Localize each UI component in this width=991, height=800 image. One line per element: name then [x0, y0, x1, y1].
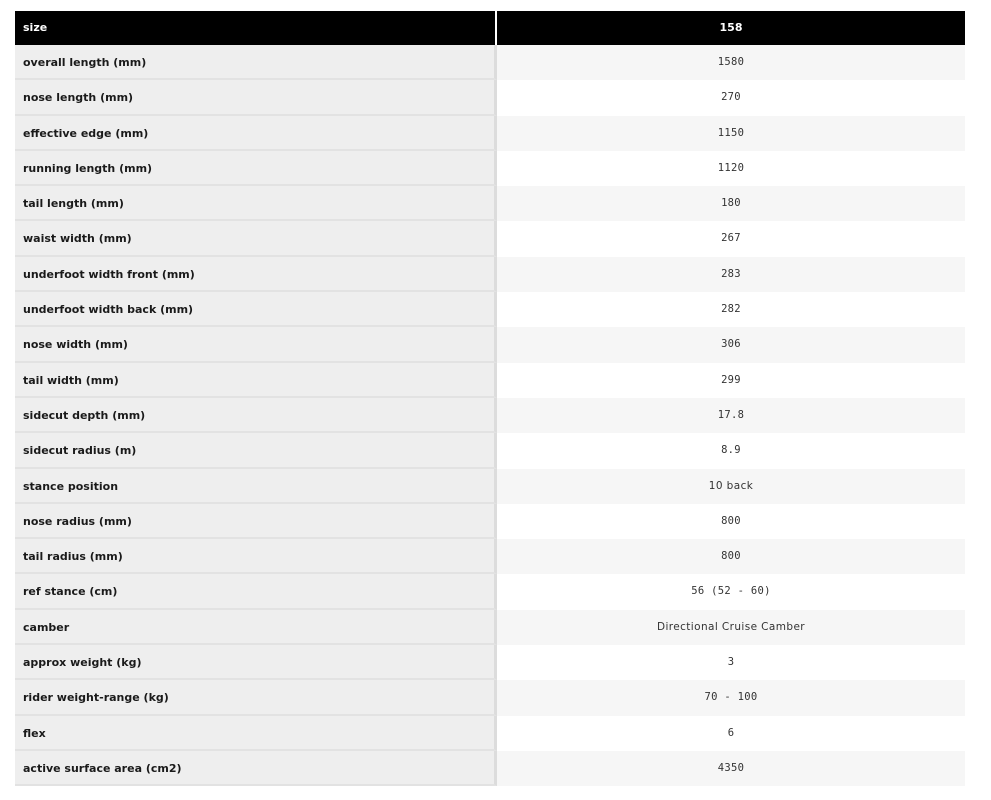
- table-row: [15, 716, 965, 751]
- row-label: nose width (mm): [15, 327, 497, 362]
- row-value: 270: [497, 80, 965, 115]
- row-label: nose length (mm): [15, 80, 497, 115]
- table-row: [15, 504, 965, 539]
- row-value: 267: [497, 221, 965, 256]
- row-value: 800: [497, 539, 965, 574]
- row-value: 3: [497, 645, 965, 680]
- row-value: 283: [497, 257, 965, 292]
- table-row: [15, 751, 965, 786]
- row-value: 1120: [497, 151, 965, 186]
- specs-table: [15, 11, 965, 786]
- row-label: camber: [15, 610, 497, 645]
- row-label: effective edge (mm): [15, 116, 497, 151]
- row-label: waist width (mm): [15, 221, 497, 256]
- table-row: [15, 292, 965, 327]
- row-value: 70 - 100: [497, 680, 965, 715]
- row-value: 800: [497, 504, 965, 539]
- row-label: nose radius (mm): [15, 504, 497, 539]
- row-value: 6: [497, 716, 965, 751]
- table-row: [15, 433, 965, 468]
- row-label: running length (mm): [15, 151, 497, 186]
- table-row: [15, 80, 965, 115]
- row-label: overall length (mm): [15, 45, 497, 80]
- row-value: 4350: [497, 751, 965, 786]
- table-row: [15, 327, 965, 362]
- row-value: 17.8: [497, 398, 965, 433]
- row-value: 8.9: [497, 433, 965, 468]
- table-row: [15, 257, 965, 292]
- table-row: [15, 645, 965, 680]
- row-value: 306: [497, 327, 965, 362]
- table-row: [15, 680, 965, 715]
- table-row: [15, 398, 965, 433]
- header-label: size: [15, 11, 497, 45]
- row-value: 299: [497, 363, 965, 398]
- table-header-row: [15, 11, 965, 45]
- row-label: underfoot width front (mm): [15, 257, 497, 292]
- row-label: active surface area (cm2): [15, 751, 497, 786]
- table-row: [15, 469, 965, 504]
- table-row: [15, 45, 965, 80]
- table-row: [15, 116, 965, 151]
- row-value: 1580: [497, 45, 965, 80]
- row-value: 282: [497, 292, 965, 327]
- table-row: [15, 610, 965, 645]
- row-value: 180: [497, 186, 965, 221]
- row-label: underfoot width back (mm): [15, 292, 497, 327]
- table-row: [15, 186, 965, 221]
- row-label: tail width (mm): [15, 363, 497, 398]
- table-row: [15, 539, 965, 574]
- row-label: tail radius (mm): [15, 539, 497, 574]
- row-label: sidecut radius (m): [15, 433, 497, 468]
- row-value: 1150: [497, 116, 965, 151]
- table-row: [15, 574, 965, 609]
- row-label: flex: [15, 716, 497, 751]
- table-row: [15, 151, 965, 186]
- table-body: [15, 45, 965, 786]
- row-label: sidecut depth (mm): [15, 398, 497, 433]
- row-value: Directional Cruise Camber: [497, 610, 965, 645]
- row-label: ref stance (cm): [15, 574, 497, 609]
- row-label: approx weight (kg): [15, 645, 497, 680]
- row-label: stance position: [15, 469, 497, 504]
- table-row: [15, 221, 965, 256]
- header-size-value: 158: [719, 21, 743, 34]
- row-value: 10 back: [497, 469, 965, 504]
- row-label: tail length (mm): [15, 186, 497, 221]
- row-label: rider weight-range (kg): [15, 680, 497, 715]
- table-row: [15, 363, 965, 398]
- row-value: 56 (52 - 60): [497, 574, 965, 609]
